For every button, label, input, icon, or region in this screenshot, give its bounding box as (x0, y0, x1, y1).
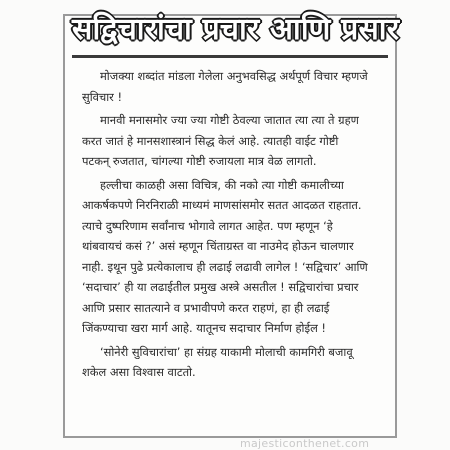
paragraph-psychology: मानवी मनासमोर ज्या ज्या गोष्टी ठेवल्या जातात त्या त्या ते ग्रहण करत जातं हे मानसशास्त्रानं सिद्ध केलं आहे. त्यातही वाईट गोष्टी पटकन् रुजतात, चांगल्या गोष्टी रुजायला मात्र वेळ लागतो. (82, 113, 359, 168)
article-body (82, 66, 368, 386)
paragraph-definition: मोजक्या शब्दांत मांडला गेलेला अनुभवसिद्ध अर्थपूर्ण विचार म्हणजे सुविचार ! (82, 69, 368, 104)
paragraph-battle: हल्लीचा काळही असा विचित्र, की नको त्या गोष्टी कमालीच्या आकर्षकपणे निरनिराळी माध्यमं माणसांसमोर सतत आदळत राहतात. त्याचे दुष्परिणाम सर्वांनाच भोगावे लागत आहेत. पण म्हणून ‘हे थांबवायचं कसं ?’ असं म्हणून चिंताग्रस्त वा नाउमेद होऊन चालणार नाही. इथून पुढे प्रत्येकालाच ही लढाई लढावी लागेल ! ‘सद्विचार’ आणि ‘सदाचार’ ही या लढाईतील प्रमुख अस्त्रे असतील ! सद्विचारांचा प्रचार आणि प्रसार सातत्याने व प्रभावीपणे करत राहणं, हा ही लढाई जिंकण्याचा खरा मार्ग आहे. यातूनच सदाचार निर्माण होईल ! (82, 177, 368, 335)
paragraph-collection: ‘सोनेरी सुविचारांचा’ हा संग्रह याकामी मोलाची कामगिरी बजावू शकेल असा विश्वास वाटतो. (82, 344, 353, 379)
site-watermark: majesticonthenet.com (240, 437, 370, 450)
article-title: सद्विचारांचा प्रचार आणि प्रसार (72, 12, 400, 47)
title-underline (72, 55, 388, 58)
